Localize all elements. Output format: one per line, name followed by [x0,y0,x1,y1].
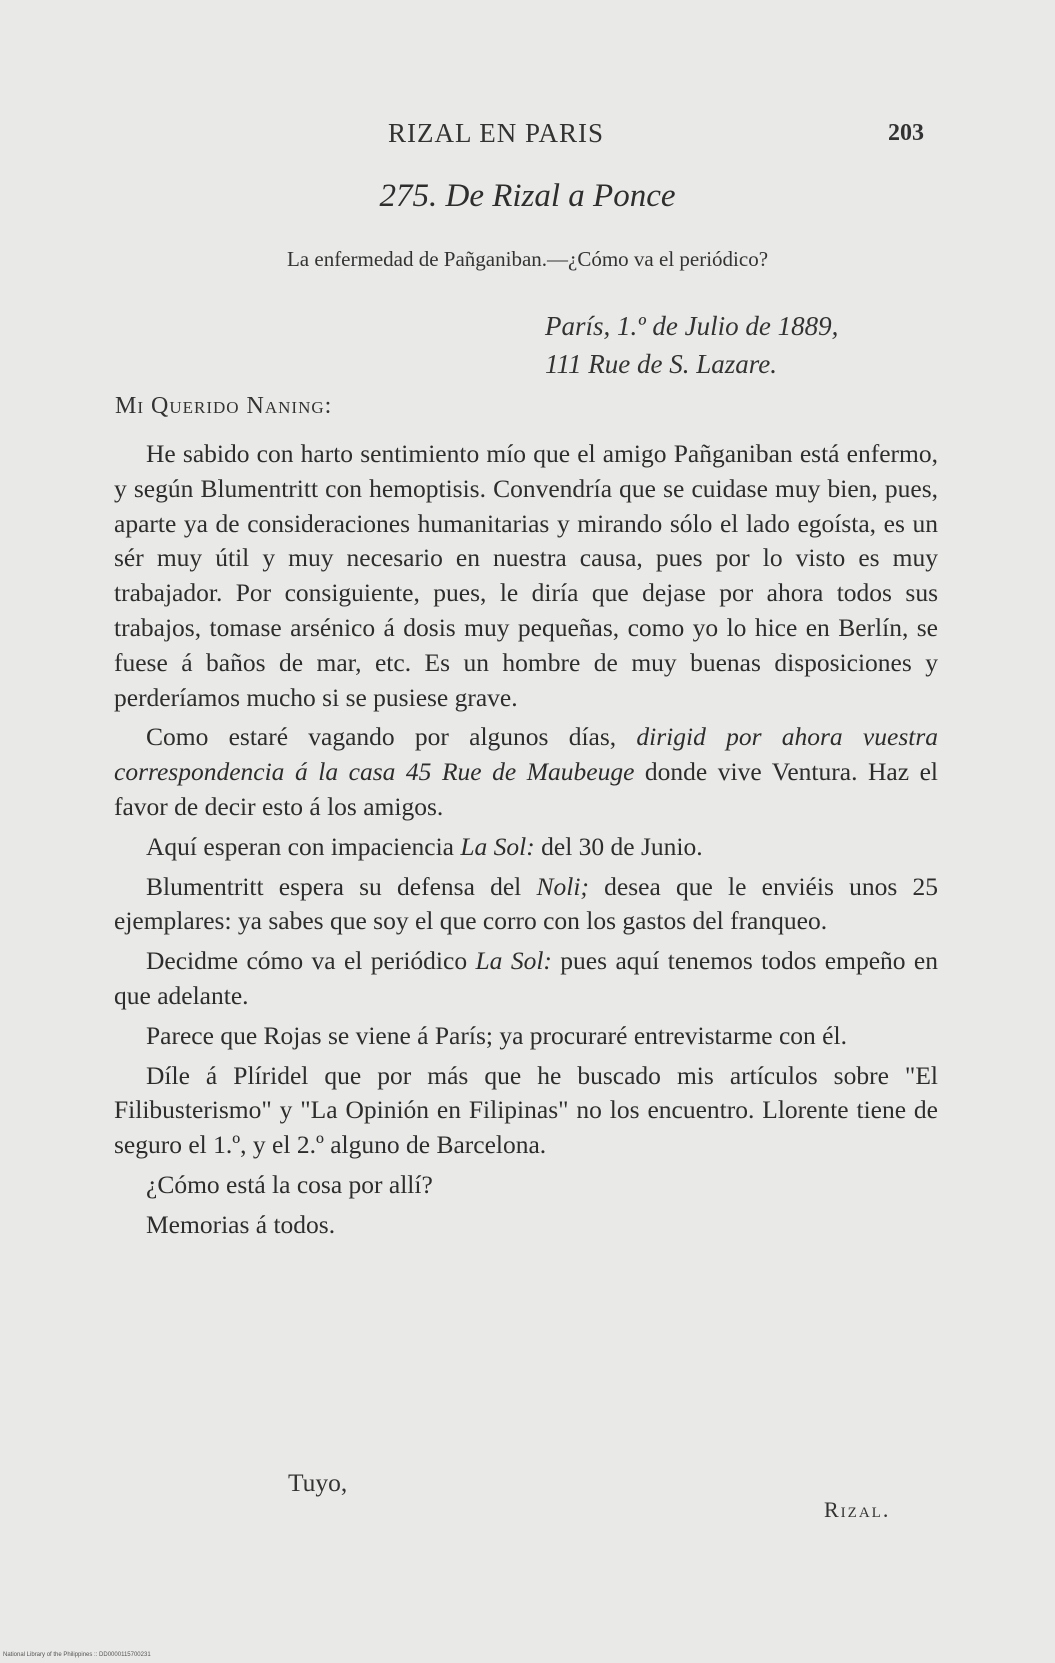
paragraph-1: He sabido con harto sentimiento mío que el amigo Pañganiban está enfermo, y según Blumentritt con hemoptisis. Convendría que se cuidase muy bien, pues, aparte ya de consideraciones humanitarias y mirando sólo el lado egoísta, es un sér muy útil y muy necesario en nuestra causa, pues por lo visto es muy trabajador. Por consiguiente, pues, le diría que dejase por ahora todos sus trabajos, tomase arsénico á dosis muy pequeñas, como yo lo hice en Berlín, se fuese á baños de mar, etc. Es un hombre de muy buenas disposiciones y perderíamos mucho si se pusiese grave. [114,439,938,712]
paragraph-2-emphasis: dirigid por ahora vuestra correspondencia á la casa 45 Rue de Maubeuge [114,722,938,787]
paragraph-3-emphasis: La Sol: [460,831,535,861]
paragraph-4-text-b: desea que le enviéis unos 25 ejemplares: ya sabes que soy el que corro con los gastos del franqueo. [114,871,938,936]
letter-subtitle: La enfermedad de Pañganiban.—¿Cómo va el periódico? [286,247,769,271]
paragraph-2-text-a: Como estaré vagando por algunos días, [146,722,637,752]
paragraph-4 [114,870,938,940]
paragraph-5 [114,944,938,1014]
paragraph-4-emphasis: Noli; [536,871,589,901]
dateline-date: París, 1.º de Julio de 1889, [545,311,839,341]
paragraph-6: Parece que Rojas se viene á París; ya procuraré entrevistarme con él. [146,1020,847,1050]
paragraph-8: ¿Cómo está la cosa por allí? [146,1169,433,1199]
footer-credit: National Library of the Philippines :: DD0000115700231 [3,1652,151,1658]
paragraph-3-text-a: Aquí esperan con impaciencia [146,831,461,861]
paragraph-5-text-b: pues aquí tenemos todos empeño en que adelante. [114,946,938,1010]
signature: Rizal. [824,1497,891,1522]
dateline-address: 111 Rue de S. Lazare. [545,349,777,379]
paragraph-2-text-b: donde vive Ventura. Haz el favor de decir esto á los amigos. [114,757,938,821]
salutation: Mi Querido Naning: [115,393,333,419]
running-title: RIZAL EN PARIS [388,118,605,148]
paragraph-9: Memorias á todos. [146,1209,336,1239]
paragraph-7: Díle á Plíridel que por más que he buscado mis artículos sobre "El Filibusterismo" y "La Opinión en Filipinas" no los encuentro. Llorente tiene de seguro el 1.º, y el 2.º alguno de Barcelona. [114,1060,938,1160]
paragraph-5-emphasis: La Sol: [475,946,552,976]
letter-body [114,437,938,1248]
paragraph-3 [114,830,938,865]
paragraph-2 [114,720,938,824]
dateline [545,307,838,383]
paragraph-3-text-b: del 30 de Junio. [534,831,703,861]
letter-title: 275. De Rizal a Ponce [379,178,676,214]
page-number: 203 [888,120,924,146]
running-head [0,118,1055,158]
paragraph-5-text-a: Decidme cómo va el periódico [146,946,476,976]
closing: Tuyo, [288,1468,348,1497]
paragraph-4-text-a: Blumentritt espera su defensa del [146,871,537,901]
